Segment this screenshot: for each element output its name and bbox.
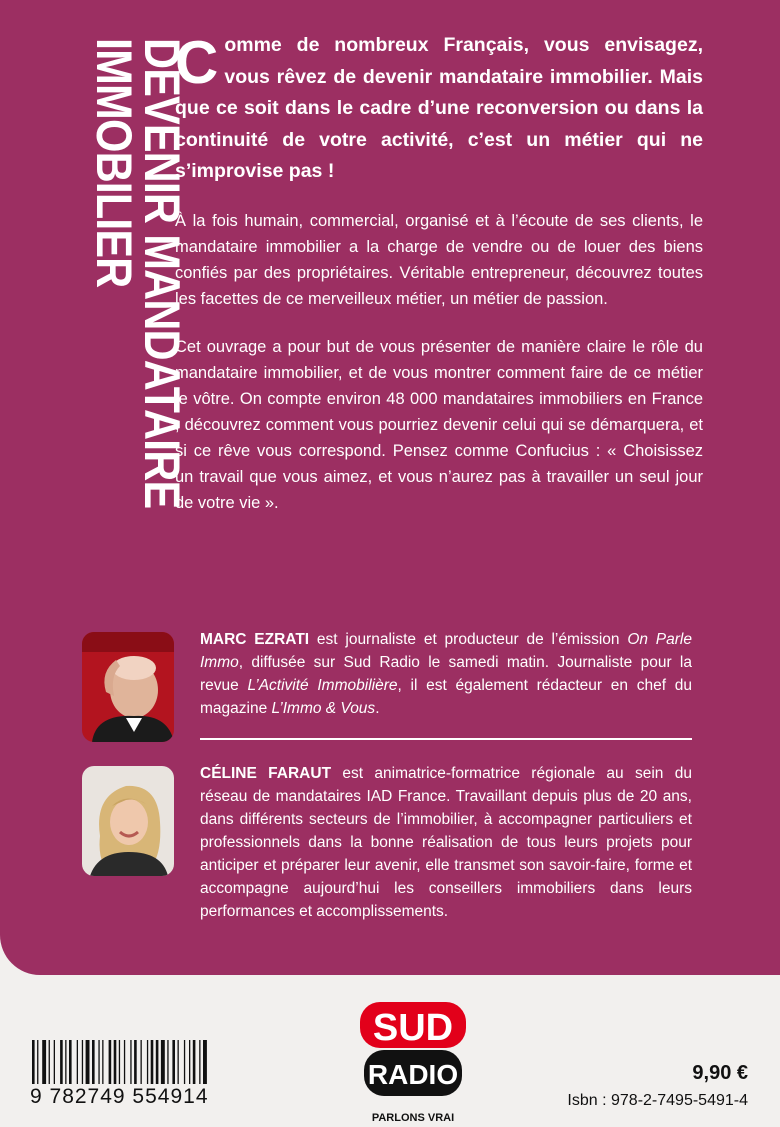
author-name: MARC EZRATI — [200, 631, 310, 648]
sud-radio-logo — [358, 1000, 468, 1100]
author-marc-ezrati — [82, 628, 702, 748]
author-divider — [200, 738, 692, 740]
isbn: Isbn : 978-2-7495-5491-4 — [567, 1092, 748, 1109]
logo-tagline: PARLONS VRAI — [371, 1112, 455, 1124]
author-name: CÉLINE FARAUT — [200, 765, 332, 782]
author-celine-faraut — [82, 762, 702, 962]
spine-title — [0, 0, 190, 620]
logo-radio-text: RADIO — [367, 1059, 459, 1090]
logo-sud-text: SUD — [372, 1007, 454, 1049]
drop-cap: C — [175, 29, 219, 96]
lede-text: omme de nombreux Français, vous envisagez, vous rêvez de devenir mandataire immobilier. Mais que ce soit dans le cadre d’une reconversion ou dans la continuité de votre activité, c’est un métier qui ne s’improvise pas ! — [175, 34, 703, 182]
spine-title-line-2: IMMOBILIER — [86, 38, 142, 288]
price: 9,90 € — [692, 1062, 748, 1084]
blurb-paragraph-2: Cet ouvrage a pour but de vous présenter de manière claire le rôle du mandataire immobilier, et de vous montrer comment faire de ce métier le vôtre. On compte environ 48 000 mandataires immobiliers en France ; découvrez comment vous pourriez devenir celui qui se démarquera, et si ce rêve vous correspond. Pensez comme Confucius : « Choisissez un travail que vous aimez, et vous n’aurez pas à travailler un seul jour de votre vie ». — [175, 337, 703, 512]
author-photo-marc-ezrati — [82, 632, 174, 742]
show-title: On Parle Immo — [200, 631, 692, 671]
author-bio-celine-faraut — [200, 762, 692, 923]
blurb — [175, 30, 703, 538]
bio-text: . — [375, 700, 380, 717]
lede-paragraph — [175, 30, 703, 188]
review-title: L’Activité Immobilière — [247, 677, 398, 694]
author-photo-celine-faraut — [82, 766, 174, 876]
bio-text: est animatrice-formatrice régionale au sein du réseau de mandataires IAD France. Travaillant depuis plus de 20 ans, dans différents secteurs de l’immobilier, à accompagner particuliers et professionnels dans la bonne réalisation de tous leurs projets pour anticiper et préparer leur avenir, elle transmet son savoir-faire, forme et accompagne aujourd’hui les conseillers immobiliers dans leurs performances et accomplissements. — [200, 765, 693, 920]
bio-text: , diffusée sur Sud Radio le samedi matin. Journaliste pour la revue — [200, 654, 692, 694]
author-portrait-woman — [82, 766, 174, 876]
bio-text: est journaliste et producteur de l’émission — [309, 631, 628, 648]
author-bio-marc-ezrati — [200, 628, 692, 720]
magazine-title: L’Immo & Vous — [271, 700, 376, 717]
blurb-paragraph-1: À la fois humain, commercial, organisé et à l’écoute de ses clients, le mandataire immobilier a la charge de vendre ou de louer des biens confiés par des propriétaires. Véritable entrepreneur, découvrez toutes les facettes de ce merveilleux métier, un métier de passion. — [175, 211, 703, 308]
barcode-number: 9 782749 554914 — [30, 1085, 209, 1108]
spine-title-line-1: DEVENIR MANDATAIRE — [134, 38, 190, 509]
author-portrait-man — [82, 632, 174, 742]
bio-text: , il est également rédacteur en chef du magazine — [200, 677, 692, 717]
